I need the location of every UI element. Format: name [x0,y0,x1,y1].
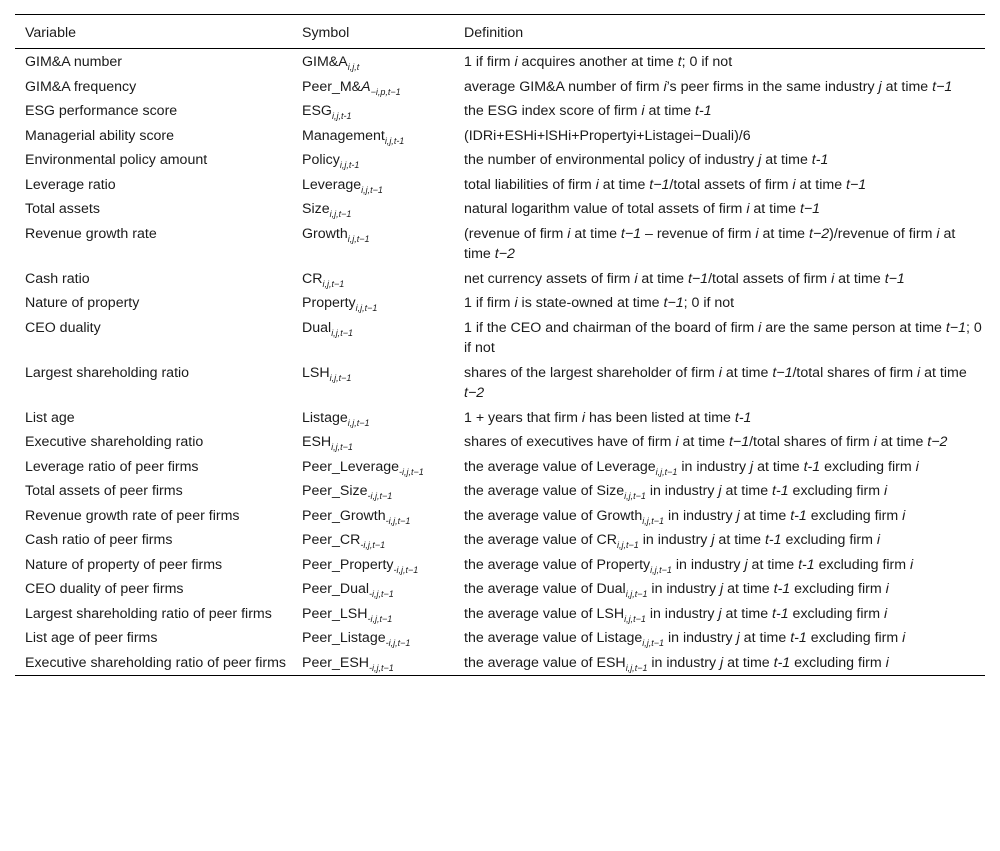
cell-definition: the average value of Growth$_{i,j,t-1}$ in industry j at time t-1 excluding firm i [464,507,906,526]
cell-definition: (IDRi+ESHi+lSHi+Propertyi+Listagei−Duali)/6 [464,127,751,144]
table-row [15,316,985,361]
table-row [15,361,985,406]
cell-symbol: Property$_{i,j,t-1}$ [302,295,378,313]
cell-symbol: Leverage$_{i,j,t-1}$ [302,176,383,195]
table-row [15,99,985,124]
cell-definition: the average value of Property$_{i,j,t-1}$ in industry j at time t-1 excluding firm i [464,556,914,575]
table-row [15,455,985,480]
cell-symbol: Listage$_{i,j,t-1}$ [302,409,370,428]
cell-variable: Leverage ratio of peer firms [25,458,199,475]
cell-definition: the average value of $LSH_{i,j,t-1}$ in industry j at time t-1 excluding firm i [464,605,888,624]
cell-variable: Environmental policy amount [25,152,208,168]
cell-definition: average GIM&A number of firm i’s peer firms in the same industry j at time t−1 [464,78,953,95]
cell-symbol: Peer_Dual$_{-i,j,t-1}$ [302,581,394,599]
cell-variable: Total assets of peer firms [25,483,183,499]
cell-variable: Largest shareholding ratio of peer firms [25,605,272,622]
cell-symbol: Management$_{i,j,t-1}$ [302,127,405,146]
table-row [15,49,985,75]
cell-definition: 1 if firm i is state-owned at time t−1; 0 if not [464,295,735,311]
cell-definition: 1 if the CEO and chairman of the board of firm i are the same person at time t−1; 0 if not [464,319,982,356]
cell-symbol: Policy$_{i,j,t-1}$ [302,152,360,170]
cell-definition: the average value of $CR_{i,j,t-1}$ in industry j at time t-1 excluding firm i [464,532,881,550]
cell-symbol: $ESH_{i,j,t-1}$ [302,434,353,452]
cell-variable: Largest shareholding ratio [25,364,190,381]
cell-definition: natural logarithm value of total assets of firm i at time t−1 [464,201,821,217]
cell-variable: CEO duality [25,319,101,336]
table-row [15,124,985,149]
cell-definition: shares of the largest shareholder of firm i at time t−1/total shares of firm i at time t−2 [464,364,967,401]
table-row [15,430,985,455]
cell-variable: Executive shareholding ratio [25,434,204,450]
cell-symbol: $ESG_{i,j,t-1}$ [302,103,352,121]
header-symbol: Symbol [302,24,350,41]
cell-variable: GIM&A frequency [25,78,137,95]
table-row [15,291,985,316]
cell-symbol: $LSH_{i,j,t-1}$ [302,364,352,383]
cell-definition: 1 if firm i acquires another at time t; 0 if not [464,54,733,70]
cell-variable: Cash ratio of peer firms [25,532,173,548]
cell-definition: (revenue of firm i at time t−1 – revenue of firm i at time t−2)/revenue of firm i at time t−2 [464,225,956,262]
cell-variable: Total assets [25,201,100,217]
cell-variable: Cash ratio [25,270,90,287]
cell-definition: the average value of Leverage$_{i,j,t-1}$ in industry j at time t-1 excluding firm i [464,458,919,477]
cell-symbol: Peer_Leverage$_{-i,j,t-1}$ [302,458,424,477]
cell-variable: CEO duality of peer firms [25,581,184,597]
cell-variable: List age [25,409,75,426]
table-row [15,222,985,267]
cell-symbol: Size$_{i,j,t-1}$ [302,201,352,219]
cell-symbol: $Peer\_M\&A_{-i,p,t-1}$ [302,78,401,97]
cell-variable: Leverage ratio [25,176,116,193]
header-variable: Variable [25,24,76,41]
cell-symbol: Peer_Growth$_{-i,j,t-1}$ [302,507,411,526]
cell-symbol: $Peer\_LSH_{-i,j,t-1}$ [302,605,393,624]
table-row [15,267,985,292]
cell-variable: Revenue growth rate of peer firms [25,507,240,524]
cell-symbol: $Peer\_ESH_{-i,j,t-1}$ [302,654,394,673]
cell-definition: 1 + years that firm i has been listed at time t-1 [464,409,752,426]
cell-definition: the average value of Size$_{i,j,t-1}$ in industry j at time t-1 excluding firm i [464,483,888,501]
cell-variable: GIM&A number [25,54,122,70]
table-row [15,148,985,173]
cell-variable: List age of peer firms [25,630,158,646]
cell-definition: shares of executives have of firm i at time t−1/total shares of firm i at time t−2 [464,434,948,450]
table-row [15,528,985,553]
cell-definition: the average value of Listage$_{i,j,t-1}$ in industry j at time t-1 excluding firm i [464,630,906,648]
cell-variable: Nature of property of peer firms [25,556,223,573]
cell-symbol: $GIM\&A_{i,j,t}$ [302,54,360,72]
cell-definition: the ESG index score of firm i at time t-1 [464,103,712,119]
table-row [15,406,985,431]
cell-definition: net currency assets of firm i at time t−1/total assets of firm i at time t−1 [464,270,905,287]
cell-variable: ESG performance score [25,103,178,119]
header-definition: Definition [464,24,524,41]
table-row [15,626,985,651]
table-row [15,173,985,198]
variable-definitions-table-container [15,14,985,676]
table-row [15,504,985,529]
cell-variable: Revenue growth rate [25,225,157,242]
cell-definition: the average value of $ESH_{i,j,t-1}$ in industry j at time t-1 excluding firm i [464,654,889,673]
cell-symbol: Peer_Size$_{-i,j,t-1}$ [302,483,393,501]
cell-symbol: Dual$_{i,j,t-1}$ [302,319,353,338]
cell-symbol: $Peer\_CR_{-i,j,t-1}$ [302,532,386,550]
table-row [15,197,985,222]
cell-definition: the average value of Dual$_{i,j,t-1}$ in industry j at time t-1 excluding firm i [464,581,889,599]
table-header [15,15,985,49]
table-body [15,49,985,676]
cell-symbol: Peer_Listage$_{-i,j,t-1}$ [302,630,411,648]
cell-definition: total liabilities of firm i at time t−1/total assets of firm i at time t−1 [464,176,867,193]
table-row [15,479,985,504]
cell-symbol: Growth$_{i,j,t-1}$ [302,225,370,244]
cell-symbol: Peer_Property$_{-i,j,t-1}$ [302,556,419,575]
cell-variable: Executive shareholding ratio of peer firms [25,654,287,671]
cell-definition: the number of environmental policy of industry j at time t-1 [464,152,829,168]
variable-definitions-table [15,14,985,676]
cell-symbol: $CR_{i,j,t-1}$ [302,270,345,289]
table-row [15,602,985,627]
table-row [15,577,985,602]
cell-variable: Nature of property [25,295,140,311]
table-row [15,651,985,676]
cell-variable: Managerial ability score [25,127,175,144]
header-row [15,15,985,49]
table-row [15,75,985,100]
table-row [15,553,985,578]
